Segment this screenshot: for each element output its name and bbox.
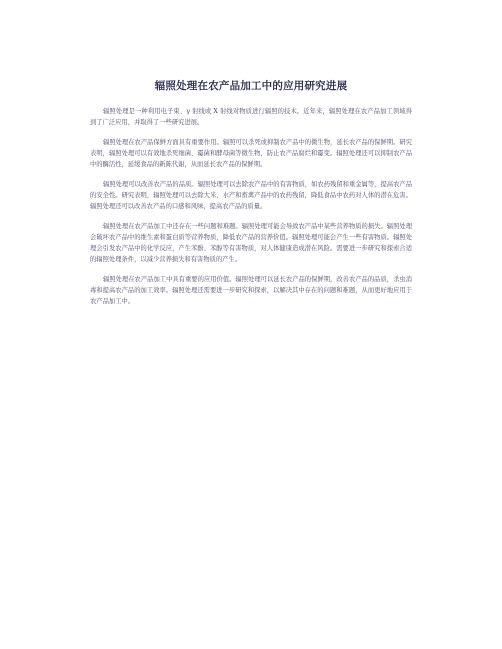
paragraph-quality: 辐照处理可以改善农产品的品质。辐照处理可以去除农产品中的有害物质，如农药残留和重金属等，提高农产品的安全性。研究表明，辐照处理可以去除大米、水产和畜禽产品中的农药残留，降低食品中农药对人体的潜在危害。辐照处理还可以改善农产品的口感和风味，提高农产品的质量。 [90, 180, 412, 211]
document-title: 辐照处理在农产品加工中的应用研究进展 [154, 80, 348, 92]
paragraph-intro: 辐照处理是一种利用电子束、γ 射线或 X 射线对物质进行辐照的技术。近年来，辐照处理在农产品加工领域得到了广泛应用，并取得了一些研究进展。 [90, 108, 412, 127]
paragraph-conclusion: 辐照处理在农产品加工中具有重要的应用价值。辐照处理可以延长农产品的保鲜期，改善农产品的品质，杀虫消毒和提高农产品的加工效率。辐照处理还需要进一步研究和探索，以解决其中存在的问题和难题，从而更好地应用于农产品加工中。 [90, 276, 412, 306]
paragraph-preservation: 辐照处理在农产品保鲜方面具有重要作用。辐照可以杀死或抑制农产品中的微生物，延长农产品的保鲜期。研究表明，辐照处理可以有效地杀死细菌、霉菌和酵母菌等微生物，防止农产品腐烂和霉变。辐照处理还可以抑制农产品中的酶活性，延缓食品的新陈代谢，从而延长农产品的保鲜期。 [90, 138, 412, 169]
document-page [90, 78, 412, 316]
paragraph-problems: 辐照处理在农产品加工中还存在一些问题和难题。辐照处理可能会导致农产品中某些营养物质的损失。辐照处理会破坏农产品中的维生素和蛋白质等营养物质，降低农产品的营养价值。辐照处理可能会产生一些有害物质。辐照处理会引发农产品中的化学反应，产生苯酚、苯醇等有害物质，对人体健康造成潜在风险。需要进一步研究和探索合适的辐照处理条件，以减少营养损失和有害物质的产生。 [90, 222, 412, 264]
